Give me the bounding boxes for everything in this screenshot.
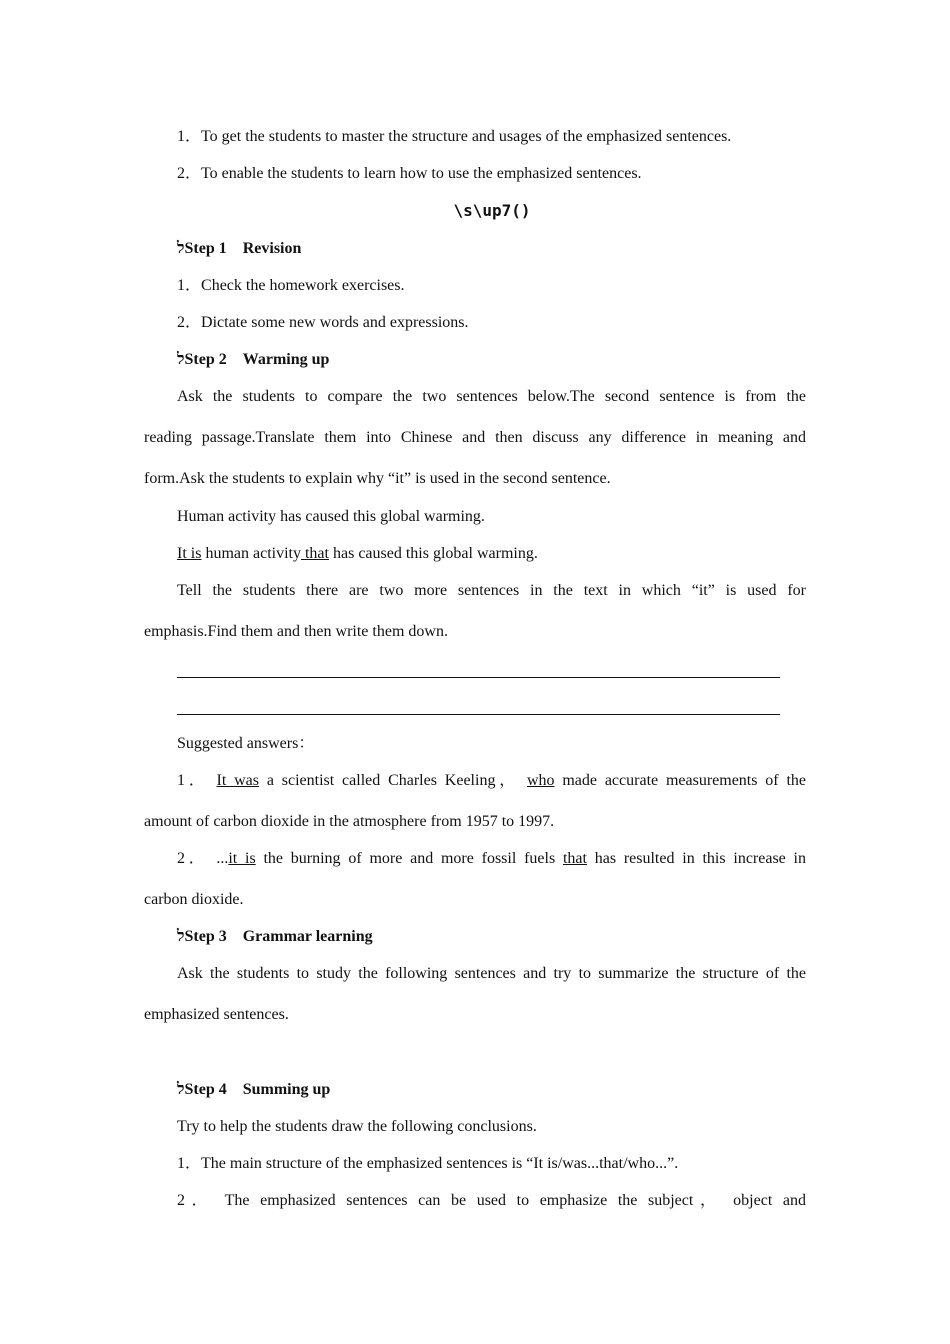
answer-blank-line-1 <box>177 677 780 678</box>
step3-heading: לStep 3 Grammar learning <box>177 928 373 945</box>
step4-heading: לStep 4 Summing up <box>177 1081 331 1098</box>
step3-para-line1: Ask the students to study the following sentences and try to summarize the structure of the <box>177 965 806 982</box>
answer-1-line2: amount of carbon dioxide in the atmosphere from 1957 to 1997. <box>144 813 555 830</box>
step2-heading: לStep 2 Warming up <box>177 351 330 368</box>
step-marker-icon: ל <box>177 240 185 257</box>
answer-2-line2: carbon dioxide. <box>144 891 244 908</box>
step-marker-icon: ל <box>177 928 185 945</box>
step1-item-1: 1．Check the homework exercises. <box>177 277 405 294</box>
objective-1: 1．To get the students to master the structure and usages of the emphasized sentences. <box>177 128 732 145</box>
step4-intro: Try to help the students draw the following conclusions. <box>177 1118 537 1135</box>
step2-para1-line3: form.Ask the students to explain why “it” is used in the second sentence. <box>144 470 611 487</box>
step3-para-line2: emphasized sentences. <box>144 1006 289 1023</box>
step-marker-icon: ל <box>177 1081 185 1098</box>
step1-item-2: 2．Dictate some new words and expressions. <box>177 314 469 331</box>
step2-para1-line2: reading passage.Translate them into Chinese and then discuss any difference in meaning and <box>144 429 806 446</box>
example-sentence-2: It is human activity that has caused this global warming. <box>177 545 538 562</box>
answer-1-line1: 1． It was a scientist called Charles Keeling， who made accurate measurements of the <box>177 772 807 789</box>
step2-para1-line1: Ask the students to compare the two sentences below.The second sentence is from the <box>177 388 806 405</box>
step-marker-icon: ל <box>177 351 185 368</box>
step4-item-2: 2． The emphasized sentences can be used to emphasize the subject， object and <box>177 1192 806 1209</box>
step1-heading: לStep 1 Revision <box>177 240 302 257</box>
suggested-answers-label: Suggested answers： <box>177 735 315 752</box>
step2-para2-line2: emphasis.Find them and then write them down. <box>144 623 448 640</box>
answer-2-line1: 2． ...it is the burning of more and more fossil fuels that has resulted in this increase in <box>177 850 807 867</box>
example-sentence-1: Human activity has caused this global warming. <box>177 508 485 525</box>
objective-2: 2．To enable the students to learn how to use the emphasized sentences. <box>177 165 642 182</box>
step4-item-1: 1．The main structure of the emphasized sentences is “It is/was...that/who...”. <box>177 1155 679 1172</box>
answer-blank-line-2 <box>177 714 780 715</box>
field-code-heading: \s\up7() <box>453 201 531 220</box>
step2-para2-line1: Tell the students there are two more sentences in the text in which “it” is used for <box>177 582 806 599</box>
